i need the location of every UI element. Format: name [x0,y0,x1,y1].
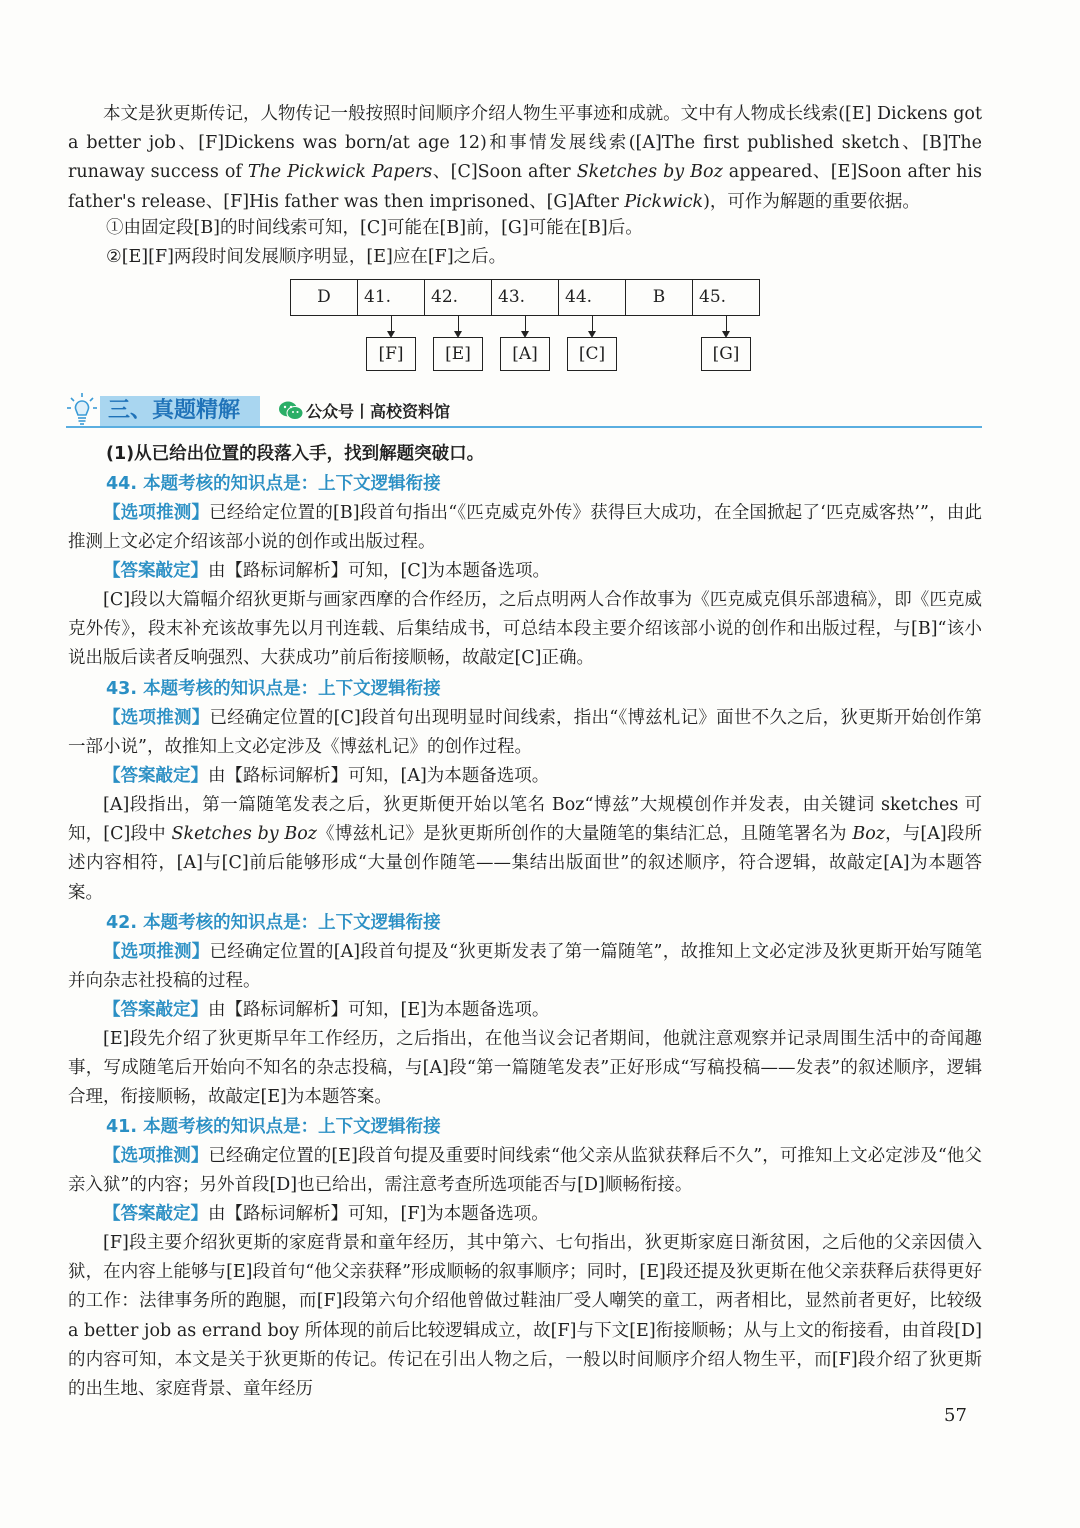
seq-cell-d: D [291,280,358,315]
arrow-44 [592,316,593,336]
intro-run: appeared、[E]Soon after his father's release、[F]His father was then imprisoned、[G]After [68,162,983,212]
q43-explanation-run: 《博兹札记》是狄更斯所创作的大量随笔的集结汇总，且随笔署名为 [317,824,853,845]
q43-answer [68,762,982,791]
q44-answer-text: 由【路标词解析】可知，[C]为本题备选项。 [208,561,551,581]
sequence-diagram [290,279,760,316]
q41-prediction [68,1142,982,1200]
option-box-c: [C] [567,337,617,371]
tag-answer: 【答案敲定】 [103,1204,208,1224]
arrow-42 [458,316,459,336]
option-box-g: [G] [701,337,751,371]
q43-explanation-run: [A]段指出，第一篇随笔发表之后，狄更斯便开始以笔名 Boz“博兹”大规模创作并发表，由关键词 sketches 可知，[C]段中 [68,795,982,845]
intro-run: 本文是狄更斯传记，人物传记一般按照时间顺序介绍人物生平事迹和成就。文中有人物成长线索([E] Dickens got a better job、[F]Dickens was born/at age 12)和事情发展线索([A]The first published sketch、[B]The runaway success of [68,104,982,183]
tag-prediction: 【选项推测】 [103,1146,209,1166]
tag-answer: 【答案敲定】 [103,1000,208,1020]
seq-cell-45: 45. [699,287,727,307]
q42-answer-text: 由【路标词解析】可知，[E]为本题备选项。 [208,1000,550,1020]
q42-answer [68,996,982,1025]
kp-42: 42. 本题考核的知识点是：上下文逻辑衔接 [106,913,441,933]
tag-prediction: 【选项推测】 [103,503,210,523]
kp-44: 44. 本题考核的知识点是：上下文逻辑衔接 [106,474,441,494]
q41-explanation: [F]段主要介绍狄更斯的家庭背景和童年经历，其中第六、七句指出，狄更斯家庭日渐贫困，之后他的父亲因债入狱，在内容上能够与[E]段首句“他父亲获释”形成顺畅的叙事顺序；同时，[E]段还提及狄更斯在他父亲获释后获得更好的工作：法律事务所的跑腿，而[F]段第六句介绍他曾做过鞋油厂受人嘲笑的童工，两者相比，显然前者更好，比较级 a better job as errand boy 所体现的前后比较逻辑成立，故[F]与下文[E]衔接顺畅；从与上文的衔接看，由首段[D]的内容可知，本文是关于狄更斯的传记。传记在引出人物之后，一般以时间顺序介绍人物生平，而[F]段介绍了狄更斯的出生地、家庭背景、童年经历 [68,1233,982,1400]
intro-run: 、[C]Soon after [432,162,577,183]
page-number: 57 [944,1405,967,1426]
q42-prediction-text: 已经确定位置的[A]段首句提及“狄更斯发表了第一篇随笔”，故推知上文必定涉及狄更斯开始写随笔并向杂志社投稿的过程。 [68,942,983,992]
intro-step-1: ①由固定段[B]的时间线索可知，[C]可能在[B]前，[G]可能在[B]后。 [106,218,643,238]
q43-explanation-run: Sketches by Boz [171,824,318,845]
q42-explanation: [E]段先介绍了狄更斯早年工作经历，之后指出，在他当议会记者期间，他就注意观察并记录周围生活中的奇闻趣事，写成随笔后开始向不知名的杂志投稿，与[A]段“第一篇随笔发表”正好形成“写稿投稿——发表”的叙述顺序，逻辑合理，衔接顺畅，故敲定[E]为本题答案。 [68,1029,982,1108]
seq-cell-43: 43. [492,280,559,315]
tag-answer: 【答案敲定】 [103,561,208,581]
section-divider [66,426,982,428]
seq-cell-b: B [626,280,693,315]
intro-run: The Pickwick Papers [247,162,433,183]
q44-prediction-text: 已经给定位置的[B]段首句指出“《匹克威克外传》获得巨大成功，在全国掀起了‘匹克威客热’”，由此推测上文必定介绍该部小说的创作或出版过程。 [68,503,983,553]
q44-prediction [68,499,982,557]
q41-answer-text: 由【路标词解析】可知，[F]为本题备选项。 [208,1204,549,1224]
seq-cell-42: 42. [425,280,492,315]
option-box-a: [A] [500,337,550,371]
q41-prediction-text: 已经确定位置的[E]段首句提及重要时间线索“他父亲从监狱获释后不久”，可推知上文必定涉及“他父亲入狱”的内容；另外首段[D]也已给出，需注意考查所选项能否与[D]顺畅衔接。 [68,1146,982,1196]
arrow-43 [525,316,526,336]
q43-answer-text: 由【路标词解析】可知，[A]为本题备选项。 [208,766,550,786]
kp-43: 43. 本题考核的知识点是：上下文逻辑衔接 [106,679,441,699]
q44-explanation: [C]段以大篇幅介绍狄更斯与画家西摩的合作经历，之后点明两人合作故事为《匹克威克俱乐部遗稿》，即《匹克威克外传》，段末补充该故事先以月刊连载、后集结成书，可总结本段主要介绍该部小说的创作和出版过程，与[B]“该小说出版后读者反响强烈、大获成功”前后衔接顺畅，故敲定[C]正确。 [68,590,982,669]
wechat-icon [278,400,304,422]
q43-prediction-text: 已经确定位置的[C]段首句出现明显时间线索，指出“《博兹札记》面世不久之后，狄更斯开始创作第一部小说”，故推知上文必定涉及《博兹札记》的创作过程。 [68,708,983,758]
q43-explanation-run: ，与[A]段所述内容相符，[A]与[C]前后能够形成“大量创作随笔——集结出版面世”的叙述顺序，符合逻辑，故敲定[A]为本题答案。 [68,824,983,903]
q43-prediction [68,704,982,762]
option-box-e: [E] [433,337,483,371]
tag-prediction: 【选项推测】 [103,942,210,962]
arrow-45 [726,316,727,336]
step-heading: (1)从已给出位置的段落入手，找到解题突破口。 [106,444,485,464]
q44-answer [68,557,982,586]
lightbulb-icon [66,392,98,428]
tag-prediction: 【选项推测】 [103,708,210,728]
seq-cell-41: 41. [358,280,425,315]
q41-answer [68,1200,982,1229]
q43-explanation [68,791,982,908]
seq-cell-44: 44. [559,280,626,315]
intro-run: Sketches by Boz [576,162,723,183]
kp-41: 41. 本题考核的知识点是：上下文逻辑衔接 [106,1117,441,1137]
arrow-41 [391,316,392,336]
section-title: 三、真题精解 [100,396,260,426]
q43-explanation-run: Boz [852,824,885,845]
option-box-f: [F] [366,337,416,371]
intro-run: Pickwick [624,191,704,212]
intro-paragraph [68,100,982,217]
q42-prediction [68,938,982,996]
wechat-account-text: 公众号丨高校资料馆 [306,402,451,421]
intro-run: )，可作为解题的重要依据。 [703,191,920,212]
intro-step-2: ②[E][F]两段时间发展顺序明显，[E]应在[F]之后。 [106,247,507,267]
tag-answer: 【答案敲定】 [103,766,208,786]
